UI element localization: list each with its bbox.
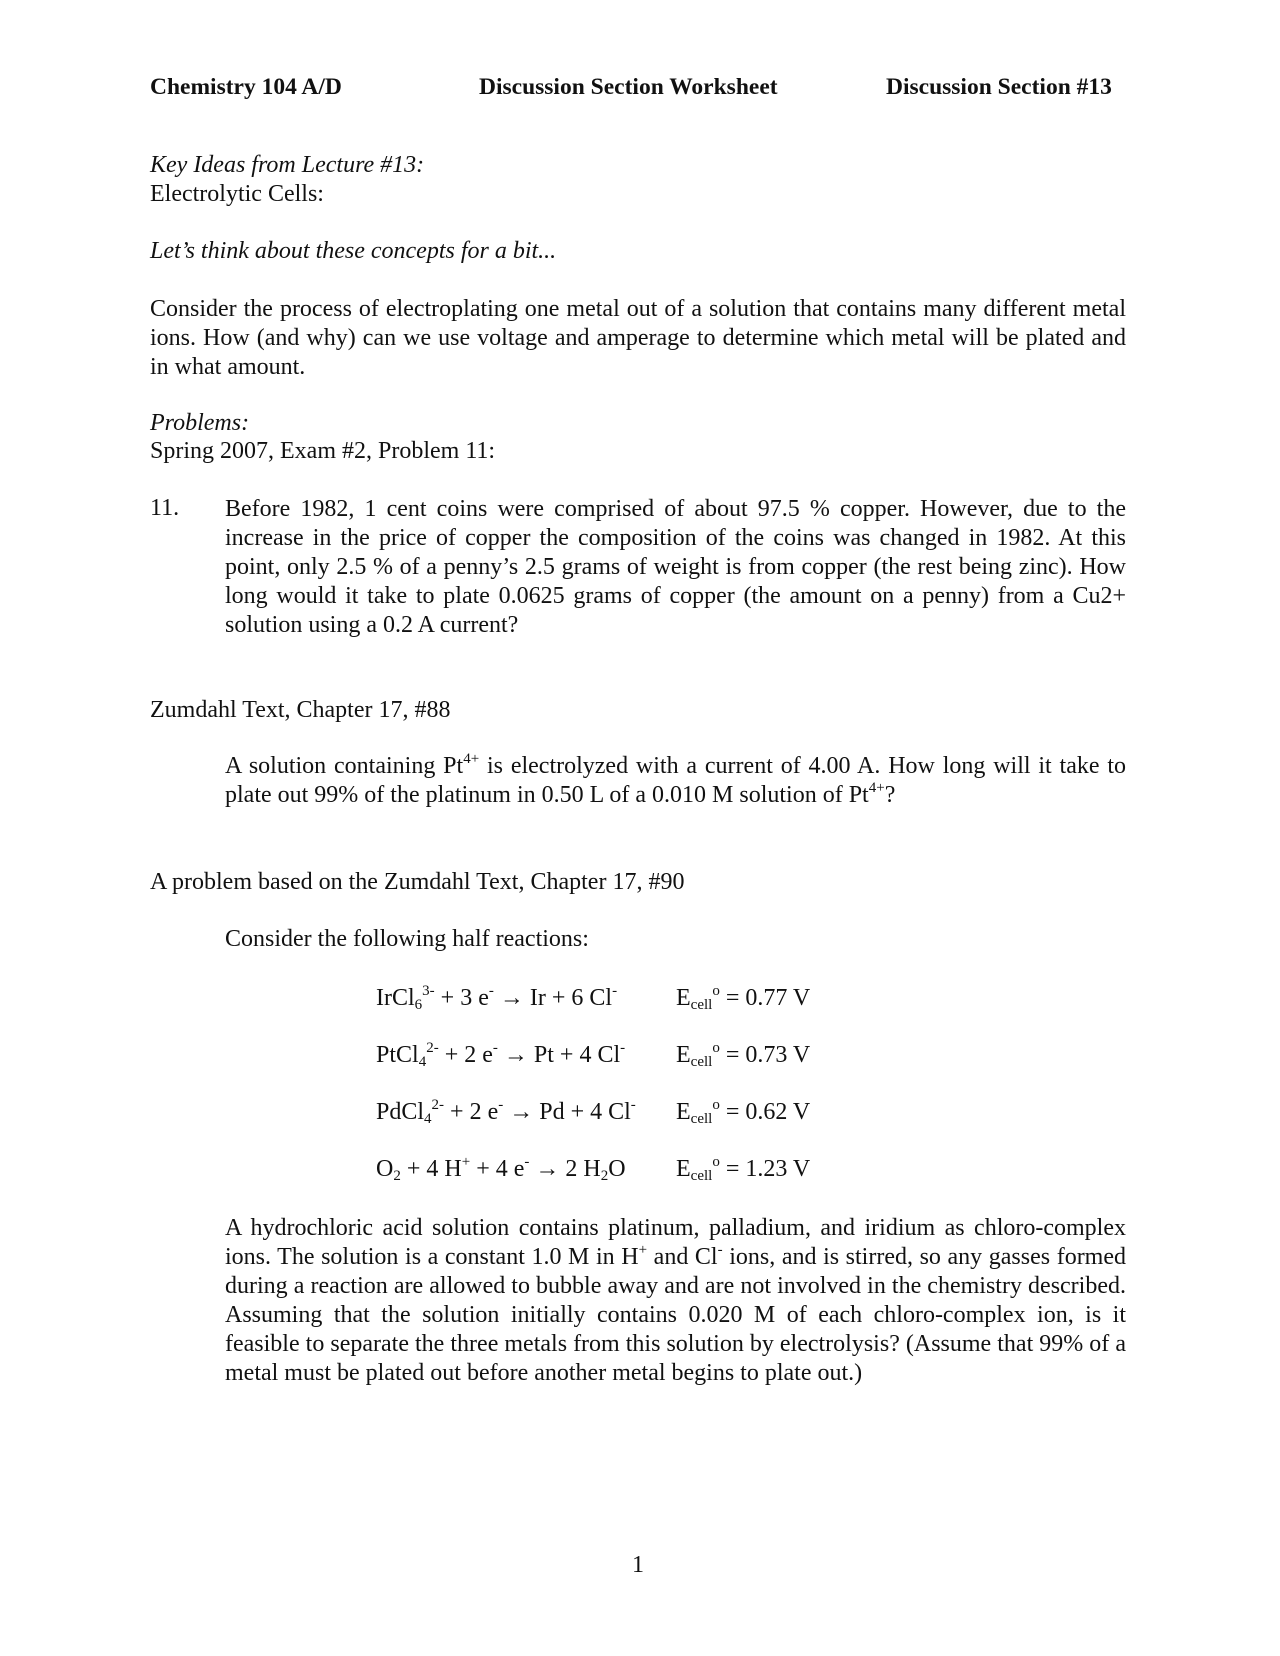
header-section: Discussion Section #13 [886, 74, 1112, 100]
think-paragraph: Consider the process of electroplating one metal out of a solution that contains many different metal ions. How (and why) can we use voltage and amperage to determine which metal will be plated and in what amount. [150, 296, 1126, 380]
half-reaction-palladium: PdCl$_4^{2-}$ + 2 e- → Pd + 4 Cl- [376, 1097, 636, 1127]
problems-heading: Problems: [150, 410, 250, 436]
think-heading: Let’s think about these concepts for a bit... [150, 238, 557, 264]
half-reaction-platinum: PtCl$_4^{2-}$ + 2 e- → Pt + 4 Cl- [376, 1040, 626, 1070]
problem-90-text: A hydrochloric acid solution contains platinum, palladium, and iridium as chloro-complex ions. The solution is a constant 1.0 M in H+ and Cl- ions, and is stirred, so any gasses formed during a reaction are allowed to bubble away and are not involved in the chemistry described. Assuming that the solution initially contains 0.020 M of each chloro-complex ion, is it feasible to separate the three metals from this solution by electrolysis? (Assume that 99% of a metal must be plated out before another metal begins to plate out.) [225, 1215, 1127, 1386]
key-ideas-heading: Key Ideas from Lecture #13: [150, 152, 425, 178]
key-ideas-topic: Electrolytic Cells: [150, 181, 324, 207]
potential-iridium: $E_{cell}^o = 0.77$ V [676, 983, 811, 1013]
problem-source-zumdahl-88: Zumdahl Text, Chapter 17, #88 [150, 697, 451, 723]
problem-number: 11. [150, 495, 180, 521]
problem-11-text: Before 1982, 1 cent coins were comprised of about 97.5 % copper. However, due to the increase in the price of copper the composition of the coins was changed in 1982. At this point, only 2.5 % of a penny’s 2.5 grams of weight is from copper (the rest being zinc). How long would it take to plate 0.0625 grams of copper (the amount on a penny) from a Cu2+ solution using a 0.2 A current? [225, 496, 1126, 638]
problem-source-zumdahl-90: A problem based on the Zumdahl Text, Chapter 17, #90 [150, 869, 685, 895]
page-number: 1 [632, 1552, 644, 1578]
header-title: Discussion Section Worksheet [479, 74, 778, 100]
potential-palladium: $E_{cell}^o = 0.62$ V [676, 1097, 811, 1127]
half-reaction-irdium: IrCl$_6^{3-}$ + 3 e- → Ir + 6 Cl- [376, 983, 618, 1013]
problem-88-text: A solution containing $Pt^{4+}$ is electrolyzed with a current of 4.00 A. How long will it take to plate out 99% of the platinum in 0.50 L of a 0.010 M solution of $Pt^{4+}$? [225, 751, 1127, 808]
potential-oxygen: $E_{cell}^o = 1.23$ V [676, 1154, 811, 1184]
half-reaction-oxygen: $O_2 + 4$ H+ + 4 e- → 2 $H_2O$ [376, 1154, 626, 1184]
header-course: Chemistry 104 A/D [150, 74, 342, 100]
half-reactions-intro: Consider the following half reactions: [225, 926, 589, 952]
potential-platinum: $E_{cell}^o = 0.73$ V [676, 1040, 811, 1070]
problem-source-spring2007: Spring 2007, Exam #2, Problem 11: [150, 438, 496, 464]
